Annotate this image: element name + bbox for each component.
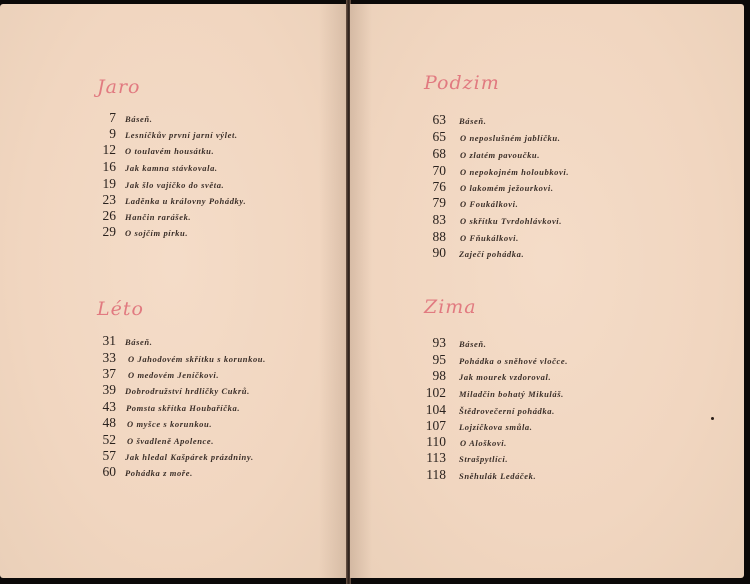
page-number: 7 [109, 110, 116, 125]
entry-title: Jak mourek vzdoroval. [459, 372, 552, 382]
ink-speck [711, 417, 714, 420]
entry-title: O neposlušném jablíčku. [460, 133, 561, 143]
left-page [0, 4, 347, 578]
entry-title: O lakomém ježourkovi. [460, 183, 554, 193]
entry-title: O zlatém pavoučku. [460, 150, 540, 160]
entry-title: O myšce s korunkou. [127, 419, 213, 429]
page-number: 68 [432, 146, 446, 161]
entry-title: Sněhulák Ledáček. [459, 471, 537, 481]
section-heading-zima: Zima [424, 296, 477, 318]
entry-title: O Aloškovi. [460, 438, 507, 448]
entry-title: Báseň. [459, 339, 487, 349]
section-heading-leto: Léto [97, 298, 144, 320]
page-number: 98 [432, 368, 446, 383]
page-number: 79 [432, 195, 446, 210]
page-number: 39 [102, 382, 116, 397]
entry-title: O toulavém housátku. [125, 146, 215, 156]
page-number: 52 [102, 432, 116, 447]
page-number: 43 [102, 399, 116, 414]
page-number: 93 [432, 335, 446, 350]
entry-title: Pohádka o sněhové vločce. [459, 356, 568, 366]
page-number: 88 [432, 229, 446, 244]
page-number: 29 [102, 224, 116, 239]
entry-title: Laděnka u královny Pohádky. [125, 196, 247, 206]
entry-title: O švadleně Apolence. [127, 436, 214, 446]
entry-title: Pomsta skřítka Houbaříčka. [126, 403, 241, 413]
entry-title: Hančin rarášek. [125, 212, 192, 222]
page-number: 57 [102, 448, 116, 463]
page-number: 76 [432, 179, 446, 194]
entry-title: O Jahodovém skřítku s korunkou. [128, 354, 266, 364]
section-heading-jaro: Jaro [97, 76, 141, 98]
page-number: 9 [109, 126, 116, 141]
page-number: 16 [102, 159, 116, 174]
page-number: 95 [432, 352, 446, 367]
entry-title: Zaječí pohádka. [459, 249, 525, 259]
entry-title: Jak kamna stávkovala. [125, 163, 218, 173]
page-number: 83 [432, 212, 446, 227]
page-number: 118 [426, 467, 446, 482]
entry-title: Lojzíčkova smůla. [459, 422, 533, 432]
page-number: 90 [432, 245, 446, 260]
entry-title: Báseň. [125, 114, 153, 124]
page-number: 107 [425, 418, 446, 433]
entry-title: Strašpytlíci. [459, 454, 509, 464]
page-number: 19 [102, 176, 116, 191]
entry-title: O nepokojném holoubkovi. [460, 167, 570, 177]
entry-title: O sojčím pírku. [125, 228, 189, 238]
page-number: 63 [432, 112, 446, 127]
entry-title: O Fňukálkovi. [460, 233, 519, 243]
page-number: 65 [432, 129, 446, 144]
page-number: 33 [102, 350, 116, 365]
entry-title: Báseň. [459, 116, 487, 126]
entry-title: O Foukálkovi. [460, 199, 519, 209]
page-number: 12 [102, 142, 116, 157]
page-number: 113 [426, 450, 446, 465]
entry-title: Báseň. [125, 337, 153, 347]
entry-title: Miladčin bohatý Mikuláš. [459, 389, 564, 399]
page-number: 37 [102, 366, 116, 381]
entry-title: Dobrodružství hrdličky Cukrů. [125, 386, 250, 396]
entry-title: O medovém Jeníčkovi. [128, 370, 220, 380]
page-number: 110 [426, 434, 446, 449]
entry-title: Jak hledal Kašpárek prázdniny. [125, 452, 254, 462]
entry-title: Pohádka z moře. [125, 468, 193, 478]
page-number: 70 [432, 163, 446, 178]
page-number: 60 [102, 464, 116, 479]
page-number: 26 [102, 208, 116, 223]
entry-title: Jak šlo vajíčko do světa. [125, 180, 225, 190]
page-number: 104 [425, 402, 446, 417]
entry-title: O skřítku Tvrdohlávkovi. [460, 216, 562, 226]
entry-title: Štědrovečerní pohádka. [459, 406, 555, 416]
right-page [350, 4, 744, 578]
entry-title: Lesníčkův první jarní výlet. [125, 130, 238, 140]
page-number: 31 [102, 333, 116, 348]
section-heading-podzim: Podzim [424, 72, 500, 94]
page-number: 102 [425, 385, 446, 400]
page-number: 48 [102, 415, 116, 430]
page-number: 23 [102, 192, 116, 207]
